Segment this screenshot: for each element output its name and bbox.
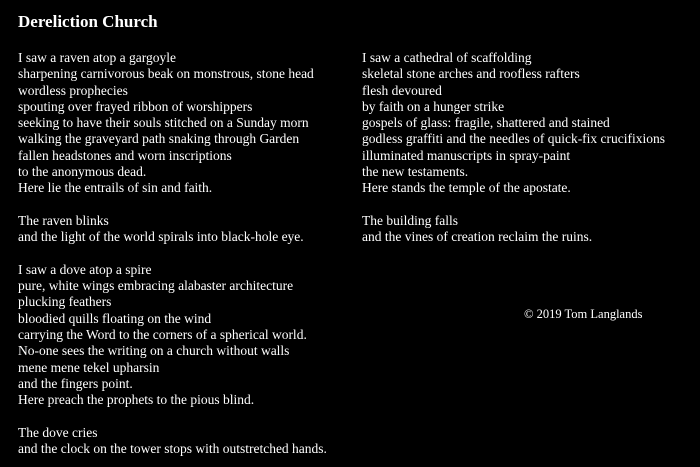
poem-line: skeletal stone arches and roofless rafters [362, 66, 580, 82]
poem-line: seeking to have their souls stitched on a Sunday morn [18, 115, 309, 131]
left-column [18, 50, 327, 457]
poem-line: bloodied quills floating on the wind [18, 310, 212, 326]
poem-line: plucking feathers [18, 294, 112, 310]
poem-line: by faith on a hunger strike [362, 98, 505, 114]
poem-line: The dove cries [18, 424, 98, 440]
poem-line: sharpening carnivorous beak on monstrous, stone head [18, 66, 314, 82]
poem-line: Here preach the prophets to the pious blind. [18, 392, 255, 408]
poem-line: I saw a dove atop a spire [18, 261, 152, 277]
stanza-building-falls [362, 213, 665, 246]
poem-line: and the clock on the tower stops with outstretched hands. [18, 441, 327, 457]
stanza-gap [18, 246, 327, 262]
copyright-notice: © 2019 Tom Langlands [524, 307, 643, 321]
poem-line: flesh devoured [362, 82, 442, 98]
stanza-dove [18, 262, 327, 409]
poem-line: and the vines of creation reclaim the ruins. [362, 229, 593, 245]
poem-line: The raven blinks [18, 212, 109, 228]
stanza-raven [18, 50, 327, 197]
right-column [362, 50, 665, 246]
poem-line: pure, white wings embracing alabaster architecture [18, 278, 294, 294]
poem-line: The building falls [362, 212, 458, 228]
poem-line: wordless prophecies [18, 82, 128, 98]
poem-line: illuminated manuscripts in spray-paint [362, 147, 571, 163]
stanza-cathedral [362, 50, 665, 197]
stanza-gap [18, 409, 327, 425]
poem-line: the new testaments. [362, 164, 469, 180]
poem-title: Dereliction Church [18, 12, 158, 31]
stanza-dove-cries [18, 425, 327, 458]
stanza-gap [362, 197, 665, 213]
stanza-gap [18, 197, 327, 213]
poem-line: carrying the Word to the corners of a spherical world. [18, 327, 307, 343]
poem-line: Here stands the temple of the apostate. [362, 180, 571, 196]
poem-line: I saw a cathedral of scaffolding [362, 50, 532, 65]
poem-line: Here lie the entrails of sin and faith. [18, 180, 213, 196]
poem-line: fallen headstones and worn inscriptions [18, 147, 232, 163]
poem-line: I saw a raven atop a gargoyle [18, 50, 176, 65]
poem-line: godless graffiti and the needles of quick-fix crucifixions [362, 131, 666, 147]
poem-line: to the anonymous dead. [18, 164, 147, 180]
poem-line: gospels of glass: fragile, shattered and stained [362, 115, 610, 131]
poem-line: and the light of the world spirals into black-hole eye. [18, 229, 304, 245]
poem-line: spouting over frayed ribbon of worshippers [18, 98, 253, 114]
poem-line: and the fingers point. [18, 375, 133, 391]
poem-line: walking the graveyard path snaking through Garden [18, 131, 300, 147]
stanza-raven-blinks [18, 213, 327, 246]
poem-line: No-one sees the writing on a church without walls [18, 343, 290, 359]
poem-line: mene mene tekel upharsin [18, 359, 160, 375]
